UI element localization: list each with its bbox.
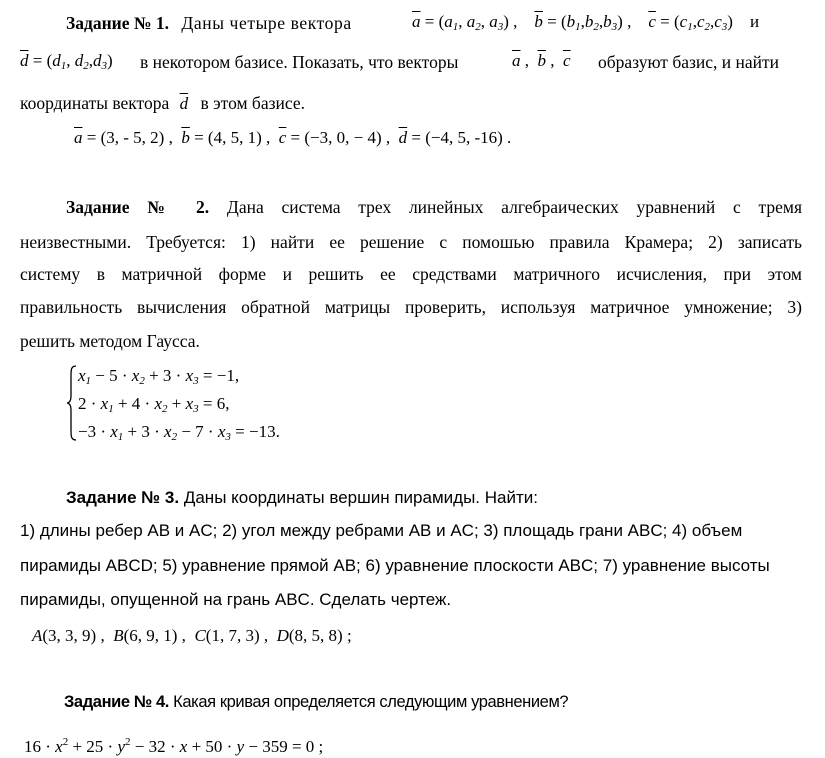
task3-points: A(3, 3, 9) , B(6, 9, 1) , C(1, 7, 3) , D(8, 5, 8) ; (32, 626, 352, 645)
task4-title-tail: Какая кривая определяется следующим уравнением? (173, 693, 569, 711)
task2-title: Задание № 2. (66, 197, 210, 217)
task3-line1 (66, 488, 538, 508)
task1-vectors-abc: $\overline{a} = (a_1$, $a_2$, $a_3$) , $\overline{b} = (b_1,b_2,b_3)$ , $\overline{c} = (c_1,c_2,c_3)$ и (412, 12, 760, 33)
task2-line2: неизвестными. Требуется: 1) найти ее решение с помошью правила Крамера; 2) записать (20, 232, 802, 252)
task1-line3-text: координаты вектора (20, 93, 170, 113)
equation-2: $2 \cdot x_1 + 4 \cdot x_2 + x_3 = 6$, (78, 394, 230, 415)
task3-title: Задание № 3. (66, 488, 180, 507)
task1-vector-d: $\overline{d} = (d_1$, $d_2,d_3$) (20, 51, 113, 72)
task3-line4: пирамиды, опущенной на грань ABC. Сделать чертеж. (20, 590, 452, 609)
task2-line1 (66, 196, 802, 218)
task1-intro: Даны четыре вектора (181, 13, 352, 33)
task4-line1 (64, 693, 568, 712)
task2-line1-text: Дана система трех линейных алгебраических уравнений с тремя (226, 197, 803, 217)
task3-title-tail: Даны координаты вершин пирамиды. Найти: (183, 488, 538, 507)
task1-line2-vectors: $\overline{a}$ , $\overline{b}$ , $\overline{c}$ (512, 51, 571, 70)
task2-line5: решить методом Гаусса. (20, 331, 200, 351)
task4-equation: $16 \cdot x^2 + 25 \cdot y^2 - 32 \cdot x + 50 \cdot y - 359 = 0$ ; (24, 736, 324, 756)
task3-line2: 1) длины ребер AB и AC; 2) угол между ребрами AB и AC; 3) площадь грани ABC; 4) объем (20, 521, 743, 540)
left-brace-icon (66, 364, 78, 442)
task1-line2-text: в некотором базисе. Показать, что векторы (140, 52, 459, 72)
equation-3: $-3 \cdot x_1 + 3 \cdot x_2 - 7 \cdot x_3 = -13$. (78, 422, 280, 443)
task2-equation-system (66, 364, 306, 444)
task2-line4: правильность вычисления обратной матрицы проверить, используя матричное умножение; 3) (20, 297, 802, 317)
task1-line2-tail: образуют базис, и найти (598, 52, 780, 72)
task3-line3: пирамиды ABCD; 5) уравнение прямой AB; 6) уравнение плоскости ABC; 7) уравнение высоты (20, 556, 770, 575)
equation-1: $x_1 - 5 \cdot x_2 + 3 \cdot x_3 = -1$, (78, 366, 240, 387)
task1-line3-tail: в этом базисе. (200, 93, 306, 113)
task1-title: Задание № 1. (66, 13, 169, 33)
task1-line2 (140, 51, 458, 73)
task1-values: $\overline{a} = (3$, - 5, 2) , $\overline{b} = (4$, 5, 1) , $\overline{c} = (-3$, 0, − 4) , $\overline{d} = (-4$, 5, -16) . (74, 128, 512, 147)
task1-line3: координаты вектора $\overline{d}$ в этом базисе. (20, 93, 306, 113)
task2-line3: систему в матричной форме и решить ее средствами матричного исчисления, при этом (20, 264, 802, 284)
task4-title: Задание № 4. (64, 693, 169, 711)
